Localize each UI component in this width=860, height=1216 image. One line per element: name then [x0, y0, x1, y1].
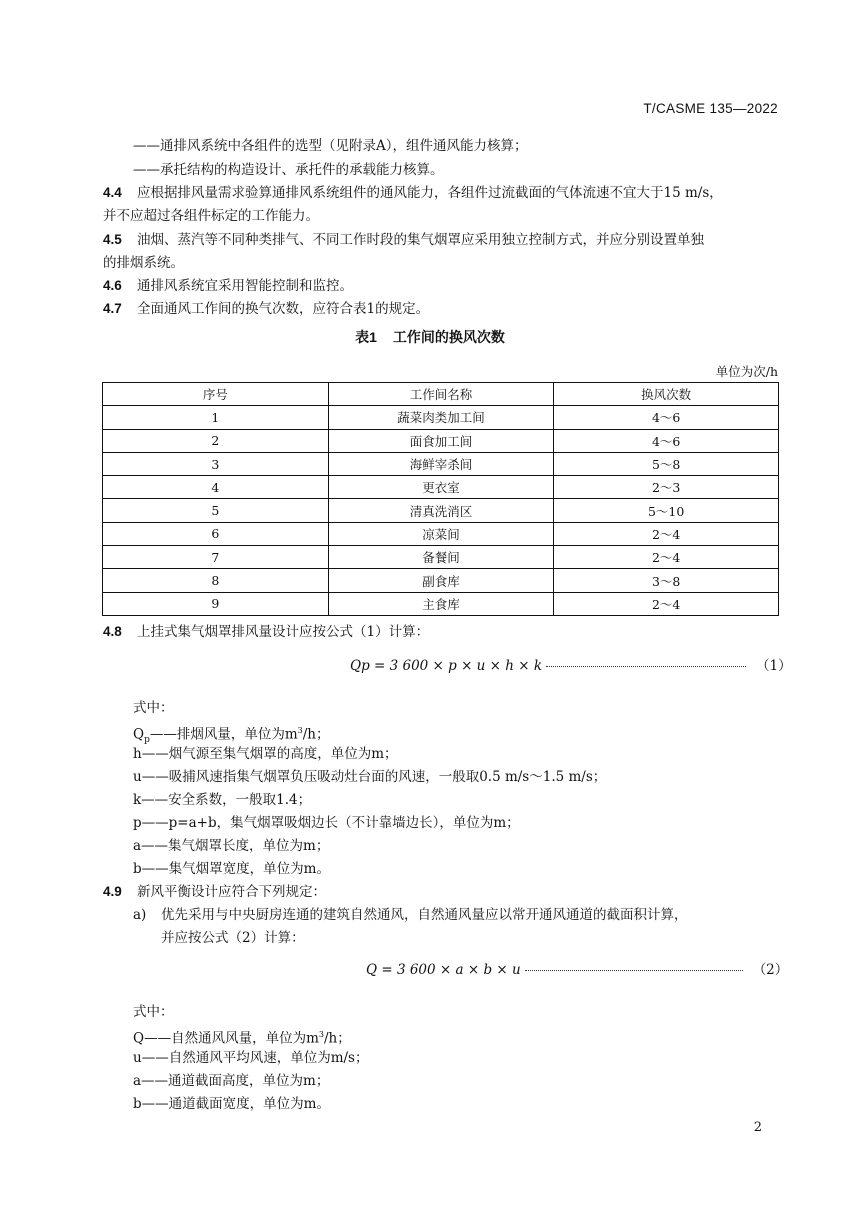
- clause-number: 4.9: [103, 884, 122, 899]
- table-title: [0, 327, 860, 347]
- list-text: 优先采用与中央厨房连通的建筑自然通风，自然通风量应以常开通风通道的截面积计算，: [161, 907, 688, 923]
- table-cell: 8: [103, 569, 329, 592]
- symbol-definition: k——安全系数，一般取1.4；: [133, 792, 312, 808]
- formula-expression: Qp = 3 600 × p × u × h × k: [350, 658, 543, 674]
- symbol-definition: u——吸捕风速指集气烟罩负压吸动灶台面的风速，一般取0.5 m/s～1.5 m/s；: [133, 769, 607, 785]
- unit-superscript: 3: [297, 726, 303, 735]
- formula-leader-dots: [525, 969, 743, 971]
- table-cell: 4～6: [554, 406, 779, 429]
- column-header: 换风次数: [554, 383, 779, 406]
- table-row: [103, 546, 779, 569]
- table-cell: 9: [103, 592, 329, 615]
- table-cell: 海鲜宰杀间: [328, 452, 554, 475]
- table-header-row: [103, 383, 779, 406]
- clause-4-7: [103, 299, 429, 319]
- table-row: [103, 476, 779, 499]
- symbol-definition: a——集气烟罩长度，单位为m；: [133, 838, 330, 854]
- formula-2: [366, 958, 788, 978]
- formula-expression: Q = 3 600 × a × b × u: [366, 962, 521, 978]
- symbol-subscript: p: [144, 735, 150, 746]
- table-cell: 主食库: [328, 592, 554, 615]
- table-row: [103, 569, 779, 592]
- clause-text-continued: 的排烟系统。: [103, 255, 184, 271]
- table-cell: 4～6: [554, 429, 779, 452]
- clause-text-continued: 并不应超过各组件标定的工作能力。: [103, 208, 319, 224]
- formula-number: （1）: [756, 658, 792, 674]
- table-row: [103, 522, 779, 545]
- table-row: [103, 499, 779, 522]
- table-caption: 工作间的换风次数: [392, 329, 505, 345]
- clause-number: 4.7: [103, 301, 122, 316]
- table-cell: 蔬菜肉类加工间: [328, 406, 554, 429]
- symbol-definition: [133, 1025, 351, 1049]
- definition-text: Q——自然通风风量，单位为m: [133, 1030, 319, 1047]
- column-header: 工作间名称: [328, 383, 554, 406]
- clause-text: 油烟、蒸汽等不同种类排气、不同工作时段的集气烟罩应采用独立控制方式，并应分别设置单独: [137, 232, 704, 248]
- table-row: [103, 429, 779, 452]
- clause-4-4: [103, 183, 723, 203]
- table-cell: 2～4: [554, 592, 779, 615]
- clause-text: 上挂式集气烟罩排风量设计应按公式（1）计算：: [137, 624, 430, 640]
- table-cell: 面食加工间: [328, 429, 554, 452]
- clause-number: 4.4: [103, 185, 122, 200]
- where-label: 式中：: [133, 1004, 174, 1020]
- formula-1: [350, 654, 792, 674]
- table-cell: 2～4: [554, 546, 779, 569]
- table-cell: 6: [103, 522, 329, 545]
- table-row: [103, 452, 779, 475]
- formula-leader-dots: [546, 665, 746, 667]
- symbol-definition: a——通道截面高度，单位为m；: [133, 1073, 330, 1089]
- page-number: 2: [753, 1120, 762, 1135]
- clause-4-8: [103, 622, 429, 642]
- symbol-definition: b——通道截面宽度，单位为m。: [133, 1096, 330, 1112]
- column-header: 序号: [103, 383, 329, 406]
- table-cell: 副食库: [328, 569, 554, 592]
- clause-text: 新风平衡设计应符合下列规定：: [137, 884, 326, 900]
- document-id: T/CASME 135—2022: [643, 101, 778, 116]
- table-unit: 单位为次/h: [715, 364, 778, 379]
- where-label: 式中：: [133, 700, 174, 716]
- symbol-definition: h——烟气源至集气烟罩的高度，单位为m；: [133, 746, 398, 762]
- symbol-definition: b——集气烟罩宽度，单位为m。: [133, 861, 330, 877]
- table-cell: 5～10: [554, 499, 779, 522]
- symbol: Q: [133, 726, 145, 743]
- clause-number: 4.8: [103, 624, 122, 639]
- table-label: 表1: [355, 329, 377, 345]
- table-row: [103, 592, 779, 615]
- table-cell: 清真洗消区: [328, 499, 554, 522]
- air-change-table: [102, 382, 779, 616]
- formula-number: （2）: [752, 962, 789, 978]
- table-cell: 更衣室: [328, 476, 554, 499]
- clause-text: 应根据排风量需求验算通排风系统组件的通风能力，各组件过流截面的气体流速不宜大于15 m/s，: [137, 185, 723, 201]
- clause-number: 4.6: [103, 278, 122, 293]
- table-cell: 2～4: [554, 522, 779, 545]
- clause-text: 全面通风工作间的换气次数，应符合表1的规定。: [137, 301, 430, 317]
- table-cell: 5: [103, 499, 329, 522]
- unit-superscript: 3: [318, 1030, 324, 1039]
- table-cell: 备餐间: [328, 546, 554, 569]
- table-cell: 1: [103, 406, 329, 429]
- clause-text: 通排风系统宜采用智能控制和监控。: [137, 278, 353, 294]
- list-item-a: [133, 905, 688, 925]
- unit-tail: /h；: [302, 726, 330, 743]
- symbol-definition: u——自然通风平均风速，单位为m/s；: [133, 1050, 369, 1066]
- list-text-continued: 并应按公式（2）计算：: [161, 930, 305, 946]
- definition-text: ——排烟风量，单位为m: [149, 726, 298, 743]
- table-cell: 2～3: [554, 476, 779, 499]
- table-cell: 3～8: [554, 569, 779, 592]
- unit-tail: /h；: [323, 1030, 351, 1047]
- clause-number: 4.5: [103, 232, 122, 247]
- table-cell: 5～8: [554, 452, 779, 475]
- clause-4-5: [103, 230, 704, 250]
- list-item: ——通排风系统中各组件的选型（见附录A），组件通风能力核算；: [133, 138, 528, 154]
- symbol-definition: p——p=a+b，集气烟罩吸烟边长（不计靠墙边长），单位为m；: [133, 815, 520, 831]
- table-cell: 7: [103, 546, 329, 569]
- clause-4-6: [103, 276, 353, 296]
- clause-4-9: [103, 882, 326, 902]
- list-label: a): [133, 907, 147, 923]
- table-row: [103, 406, 779, 429]
- table-cell: 3: [103, 452, 329, 475]
- list-item: ——承托结构的构造设计、承托件的承载能力核算。: [133, 162, 444, 178]
- table-cell: 凉菜间: [328, 522, 554, 545]
- table-cell: 2: [103, 429, 329, 452]
- table-cell: 4: [103, 476, 329, 499]
